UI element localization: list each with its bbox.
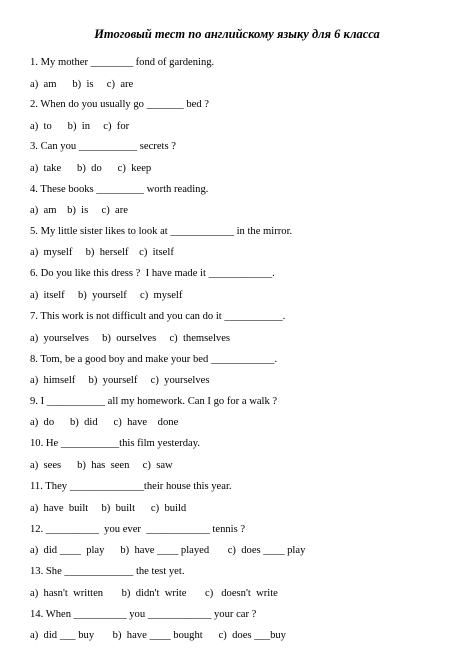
answers-4: a) am b) is c) are: [30, 205, 128, 216]
question-6: 6. Do you like this dress ? I have made it ____________.: [30, 268, 275, 279]
page-title: Итоговый тест по английскому языку для 6 класса: [94, 27, 380, 41]
question-10: 10. He ___________this film yesterday.: [30, 438, 200, 449]
question-9: 9. I ___________ all my homework. Can I go for a walk ?: [30, 396, 278, 407]
answers-12: a) did ____ play b) have ____ played c) does ____ play: [30, 545, 306, 556]
answers-8: a) himself b) yourself c) yourselves: [30, 375, 210, 386]
answers-3: a) take b) do c) keep: [30, 163, 152, 174]
question-14: 14. When __________ you ____________ your car ?: [30, 609, 257, 620]
question-12: 12. __________ you ever ____________ tennis ?: [30, 524, 246, 535]
question-7: 7. This work is not difficult and you can do it ___________.: [30, 311, 286, 322]
question-5: 5. My little sister likes to look at ____________ in the mirror.: [30, 226, 293, 237]
question-2: 2. When do you usually go _______ bed ?: [30, 99, 209, 110]
question-13: 13. She _____________ the test yet.: [30, 566, 185, 577]
answers-9: a) do b) did c) have done: [30, 417, 179, 428]
answers-14: a) did ___ buy b) have ____ bought c) does ___buy: [30, 630, 286, 641]
answers-11: a) have built b) built c) build: [30, 503, 187, 514]
question-4: 4. These books _________ worth reading.: [30, 184, 209, 195]
answers-2: a) to b) in c) for: [30, 121, 130, 132]
answers-6: a) itself b) yourself c) myself: [30, 290, 183, 301]
question-3: 3. Can you ___________ secrets ?: [30, 141, 176, 152]
question-11: 11. They ______________their house this year.: [30, 481, 232, 492]
question-1: 1. My mother ________ fond of gardening.: [30, 57, 215, 68]
answers-7: a) yourselves b) ourselves c) themselves: [30, 333, 231, 344]
question-8: 8. Tom, be a good boy and make your bed ____________.: [30, 354, 278, 365]
answers-1: a) am b) is c) are: [30, 79, 134, 90]
answers-10: a) sees b) has seen c) saw: [30, 460, 173, 471]
answers-5: a) myself b) herself c) itself: [30, 247, 174, 258]
answers-13: a) hasn't written b) didn't write c) doesn't write: [30, 588, 278, 599]
